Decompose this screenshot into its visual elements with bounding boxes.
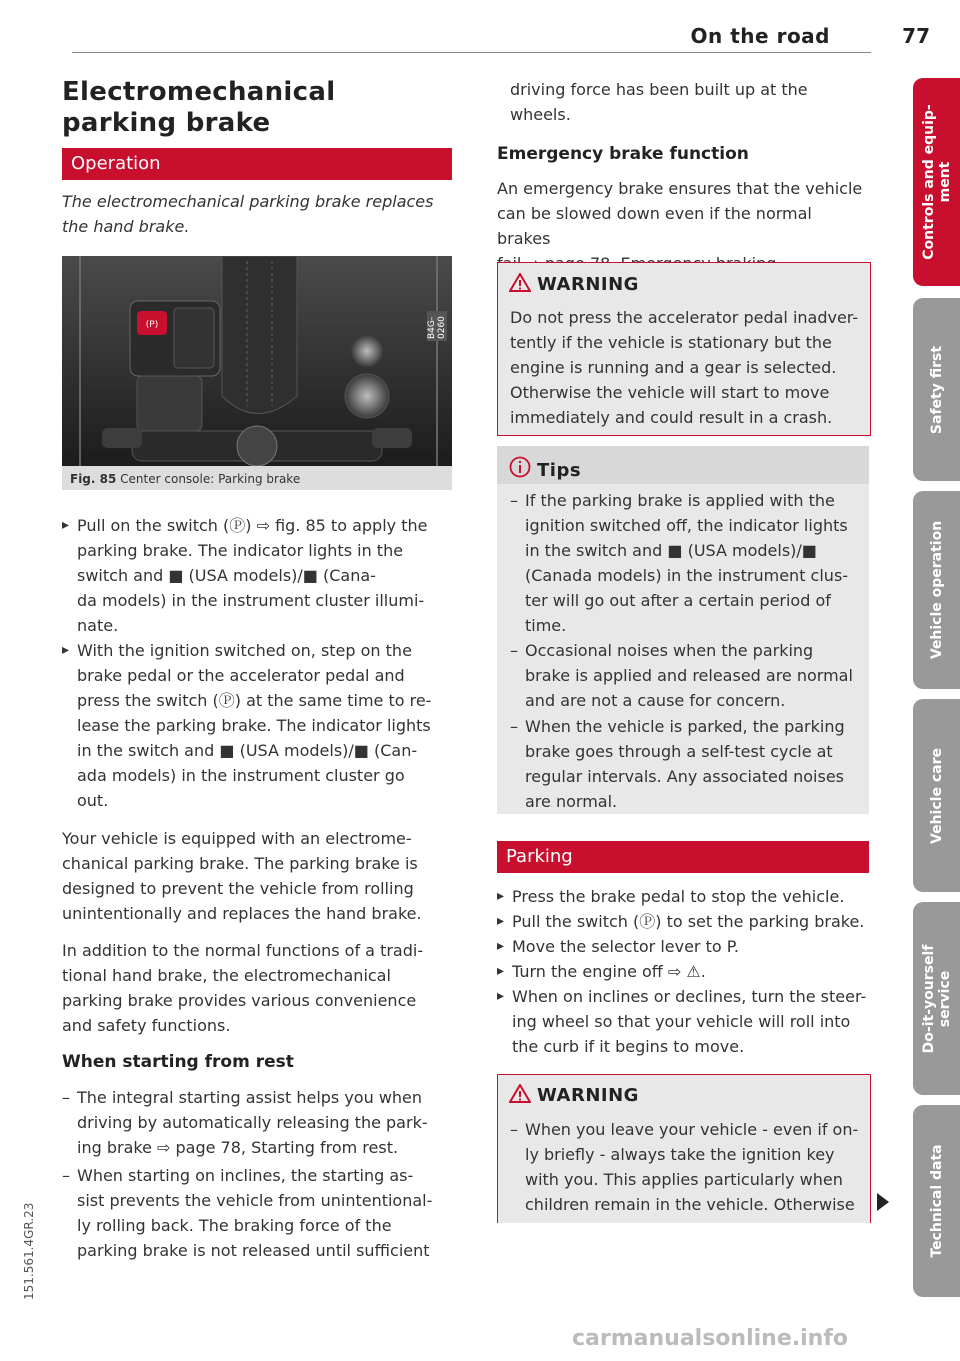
para-line: designed to prevent the vehicle from rolling — [62, 879, 414, 898]
warning-1-text — [510, 305, 865, 430]
operation-section-bar: Operation — [62, 148, 452, 180]
warning-line: – When you leave your vehicle - even if on- — [525, 1120, 859, 1139]
tip-item-3 — [510, 714, 875, 814]
bullet-line: da models) in the instrument cluster illumi- — [77, 591, 425, 610]
para-line: An emergency brake ensures that the vehicle — [497, 179, 863, 198]
para-line: Your vehicle is equipped with an electrome- — [62, 829, 412, 848]
warning-line: Otherwise the vehicle will start to move — [510, 383, 830, 402]
bullet-release — [62, 638, 457, 813]
bullet-line: ▸ Pull the switch (Ⓟ) to set the parking brake. — [512, 912, 865, 931]
bullet-line: parking brake. The indicator lights in the — [77, 541, 404, 560]
parking-step-2 — [497, 909, 884, 934]
dash-item-inclines — [62, 1163, 462, 1263]
warning-label: WARNING — [537, 274, 639, 295]
dash-line: ing brake ⇨ page 78, Starting from rest. — [77, 1138, 399, 1157]
warning-2-text — [510, 1117, 875, 1217]
tip-line: – Occasional noises when the parking — [525, 641, 814, 660]
figure-caption-text: Center console: Parking brake — [120, 472, 301, 486]
emergency-paragraph — [497, 176, 869, 276]
para-line: parking brake provides various convenience — [62, 991, 417, 1010]
tip-item-2 — [510, 638, 875, 713]
para-line: wheels. — [510, 105, 571, 124]
tip-line: – If the parking brake is applied with the — [525, 491, 835, 510]
subheading-emergency: Emergency brake function — [497, 144, 749, 164]
paragraph-equipped — [62, 826, 447, 926]
dash-line: sist prevents the vehicle from unintentional- — [77, 1191, 433, 1210]
tab-vehicle-care[interactable] — [913, 699, 960, 892]
bullet-line: ▸ Move the selector lever to P. — [512, 937, 739, 956]
para-line: and safety functions. — [62, 1016, 231, 1035]
bullet-line: in the switch and ■ (USA models)/■ (Can- — [77, 741, 418, 760]
dash-line: parking brake is not released until sufficient — [77, 1241, 430, 1260]
intro-line2: the hand brake. — [62, 217, 190, 236]
warning-line: Do not press the accelerator pedal inadver- — [510, 308, 859, 327]
page-title-line2: parking brake — [62, 108, 271, 138]
continued-text — [510, 77, 808, 127]
parking-step-3 — [497, 934, 884, 959]
tab-controls-and-equipment[interactable] — [913, 78, 960, 286]
para-line: In addition to the normal functions of a tradi- — [62, 941, 424, 960]
bullet-line: ▸ Pull on the switch (Ⓟ) ⇨ fig. 85 to apply the — [77, 516, 428, 535]
para-line: tional hand brake, the electromechanical — [62, 966, 391, 985]
tip-line: regular intervals. Any associated noises — [525, 767, 844, 786]
tab-label: Safety first — [928, 345, 945, 434]
para-line: chanical parking brake. The parking brake is — [62, 854, 418, 873]
warning-line: with you. This applies particularly when — [525, 1170, 843, 1189]
dash-line: ly rolling back. The braking force of the — [77, 1216, 392, 1235]
bullet-line: nate. — [77, 616, 119, 635]
tab-label: Controls and equip- ment — [920, 104, 953, 260]
para-line: driving force has been built up at the — [510, 80, 808, 99]
tip-line: in the switch and ■ (USA models)/■ — [525, 541, 817, 560]
bullet-line: switch and ■ (USA models)/■ (Cana- — [77, 566, 376, 585]
tip-line: are normal. — [525, 792, 618, 811]
paragraph-functions — [62, 938, 447, 1038]
para-line: can be slowed down even if the normal brakes — [497, 204, 812, 248]
figure-caption — [70, 472, 300, 486]
dash-item-assist — [62, 1085, 462, 1160]
tab-label: Vehicle operation — [928, 520, 945, 660]
bullet-line: press the switch (Ⓟ) at the same time to re- — [77, 691, 432, 710]
bullet-line: ing wheel so that your vehicle will roll into — [512, 1012, 851, 1031]
bullet-line: ▸ With the ignition switched on, step on the — [77, 641, 412, 660]
figure-85 — [62, 256, 452, 490]
warning-line: tently if the vehicle is stationary but the — [510, 333, 832, 352]
warning-line: children remain in the vehicle. Otherwise — [525, 1195, 855, 1214]
subheading-starting: When starting from rest — [62, 1052, 294, 1072]
parking-step-5 — [497, 984, 884, 1059]
figure-code: B4G-0260 — [427, 311, 447, 341]
header-rule — [72, 52, 871, 53]
dash-line: – When starting on inclines, the starting as- — [77, 1166, 414, 1185]
warning-heading-1 — [509, 273, 639, 295]
page-number: 77 — [902, 24, 930, 48]
tab-label: Technical data — [928, 1144, 945, 1258]
bullet-line: ▸ When on inclines or declines, turn the steer- — [512, 987, 867, 1006]
figure-caption-label: Fig. 85 — [70, 472, 117, 486]
continued-arrow-icon — [877, 1193, 889, 1211]
tips-heading — [509, 456, 581, 481]
tip-line: brake is applied and released are normal — [525, 666, 853, 685]
dash-line: – The integral starting assist helps you when — [77, 1088, 423, 1107]
tip-line: time. — [525, 616, 567, 635]
warning-label: WARNING — [537, 1085, 639, 1106]
tip-line: ignition switched off, the indicator lights — [525, 516, 848, 535]
bullet-line: out. — [77, 791, 109, 810]
bullet-line: ▸ Press the brake pedal to stop the vehicle. — [512, 887, 845, 906]
tab-do-it-yourself-service[interactable] — [913, 902, 960, 1095]
info-icon — [509, 456, 531, 478]
tab-label: Do-it-yourself service — [920, 944, 953, 1053]
bullet-line: ada models) in the instrument cluster go — [77, 766, 405, 785]
warning-line: ly briefly - always take the ignition key — [525, 1145, 835, 1164]
warning-triangle-icon — [509, 1084, 531, 1103]
bullet-apply — [62, 513, 457, 638]
parking-step-4 — [497, 959, 884, 984]
bullet-line: ▸ Turn the engine off ⇨ ⚠. — [512, 962, 706, 981]
parking-step-1 — [497, 884, 884, 909]
running-header-section: On the road — [690, 24, 830, 48]
warning-line: immediately and could result in a crash. — [510, 408, 833, 427]
dash-line: driving by automatically releasing the park- — [77, 1113, 428, 1132]
tip-line: ter will go out after a certain period of — [525, 591, 831, 610]
bullet-line: brake pedal or the accelerator pedal and — [77, 666, 405, 685]
tip-line: and are not a cause for concern. — [525, 691, 786, 710]
tab-technical-data[interactable] — [913, 1105, 960, 1297]
tab-label: Vehicle care — [928, 747, 945, 844]
parking-section-bar: Parking — [497, 841, 869, 873]
center-console-photo — [62, 256, 452, 466]
document-code: 151.561.4GR.23 — [22, 1202, 36, 1300]
watermark: carmanualsonline.info — [572, 1326, 848, 1351]
warning-triangle-icon — [509, 273, 531, 292]
tip-line: brake goes through a self-test cycle at — [525, 742, 833, 761]
warning-line: engine is running and a gear is selected. — [510, 358, 837, 377]
tip-line: (Canada models) in the instrument clus- — [525, 566, 849, 585]
tip-item-1 — [510, 488, 875, 638]
tips-label: Tips — [537, 460, 582, 481]
tab-safety-first[interactable] — [913, 298, 960, 481]
para-line: unintentionally and replaces the hand brake. — [62, 904, 422, 923]
bullet-line: the curb if it begins to move. — [512, 1037, 745, 1056]
svg-text:(P): (P) — [145, 320, 159, 330]
page-title-line1: Electromechanical — [62, 77, 336, 107]
tip-line: – When the vehicle is parked, the parking — [525, 717, 845, 736]
bullet-line: lease the parking brake. The indicator lights — [77, 716, 431, 735]
warning-heading-2 — [509, 1084, 639, 1106]
intro-line1: The electromechanical parking brake replaces — [62, 192, 434, 211]
tab-vehicle-operation[interactable] — [913, 491, 960, 689]
